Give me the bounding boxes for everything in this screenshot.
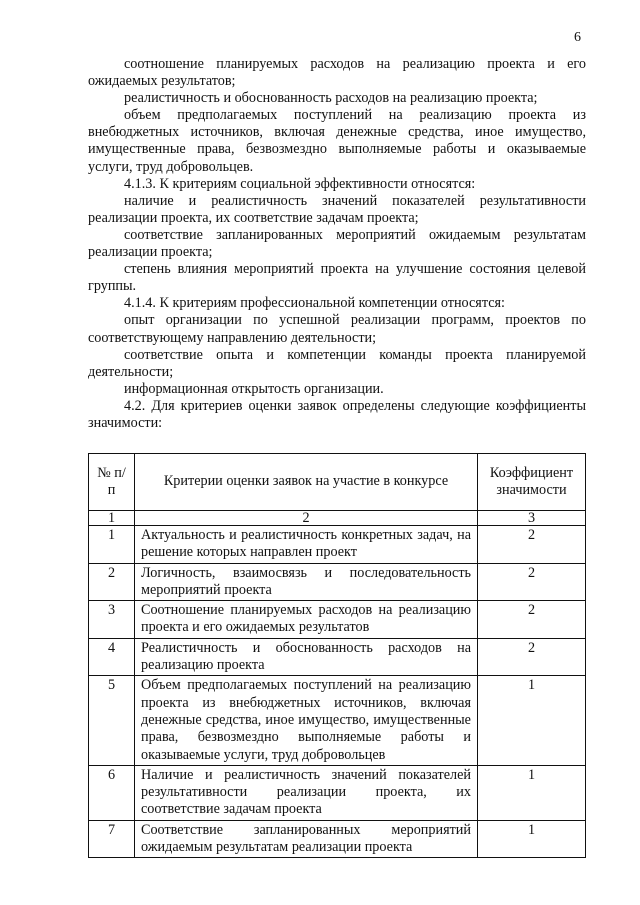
row-criterion: Актуальность и реалистичность конкретных задач, на решение которых направлен проект <box>135 526 478 564</box>
row-number: 6 <box>89 765 135 820</box>
row-coefficient: 1 <box>478 820 586 858</box>
row-criterion: Объем предполагаемых поступлений на реализацию проекта из внебюджетных источников, включая денежные средства, иное имущество, имущественные права, безвозмездно выполняемые работы и оказываемые услуги, труд добровольцев <box>135 676 478 765</box>
header-number: № п/п <box>89 454 135 511</box>
row-criterion: Реалистичность и обоснованность расходов на реализацию проекта <box>135 638 478 676</box>
paragraph: 4.1.3. К критериям социальной эффективности относятся: <box>124 175 476 192</box>
table-row <box>89 765 586 820</box>
index-cell: 2 <box>135 511 478 526</box>
paragraph: информационная открытость организации. <box>124 380 384 397</box>
paragraph: наличие и реалистичность значений показателей результативности реализации проекта, их соответствие задачам проекта; <box>88 192 586 226</box>
paragraph: 4.2. Для критериев оценки заявок определены следующие коэффициенты значимости: <box>88 397 586 431</box>
paragraph: опыт организации по успешной реализации программ, проектов по соответствующему направлению деятельности; <box>88 312 586 346</box>
paragraph: объем предполагаемых поступлений на реализацию проекта из внебюджетных источников, включая денежные средства, иное имущество, имущественные права, безвозмездно выполняемые работы и оказываемые услуги, труд добровольцев. <box>88 107 586 175</box>
row-coefficient: 1 <box>478 765 586 820</box>
table-row <box>89 601 586 639</box>
table-row <box>89 820 586 858</box>
row-criterion: Логичность, взаимосвязь и последовательность мероприятий проекта <box>135 563 478 601</box>
row-coefficient: 1 <box>478 676 586 765</box>
paragraph: соответствие запланированных мероприятий ожидаемым результатам реализации проекта; <box>88 226 586 261</box>
table-header-row <box>89 454 586 511</box>
row-number: 7 <box>89 820 135 858</box>
header-coefficient: Коэффициент значимости <box>478 454 586 511</box>
row-criterion: Соотношение планируемых расходов на реализацию проекта и его ожидаемых результатов <box>135 601 478 639</box>
body-text <box>88 56 586 432</box>
row-number: 4 <box>89 638 135 676</box>
row-coefficient: 2 <box>478 601 586 639</box>
index-cell: 1 <box>89 511 135 526</box>
table-row <box>89 638 586 676</box>
row-number: 1 <box>89 526 135 564</box>
paragraph: реалистичность и обоснованность расходов на реализацию проекта; <box>124 90 538 107</box>
page-number: 6 <box>574 30 581 45</box>
row-coefficient: 2 <box>478 563 586 601</box>
paragraph: 4.1.4. К критериям профессиональной компетенции относятся: <box>124 295 505 312</box>
row-number: 3 <box>89 601 135 639</box>
paragraph: соотношение планируемых расходов на реализацию проекта и его ожидаемых результатов; <box>88 56 586 90</box>
table-index-row <box>89 511 586 526</box>
row-criterion: Соответствие запланированных мероприятий ожидаемым результатам реализации проекта <box>135 820 478 858</box>
row-coefficient: 2 <box>478 526 586 564</box>
table-row <box>89 676 586 765</box>
header-criterion: Критерии оценки заявок на участие в конкурсе <box>135 454 478 511</box>
row-coefficient: 2 <box>478 638 586 676</box>
table-row <box>89 526 586 564</box>
paragraph: степень влияния мероприятий проекта на улучшение состояния целевой группы. <box>88 261 586 295</box>
row-number: 5 <box>89 676 135 765</box>
row-number: 2 <box>89 563 135 601</box>
paragraph: соответствие опыта и компетенции команды проекта планируемой деятельности; <box>88 346 586 380</box>
criteria-table <box>88 453 586 858</box>
index-cell: 3 <box>478 511 586 526</box>
table-row <box>89 563 586 601</box>
row-criterion: Наличие и реалистичность значений показателей результативности реализации проекта, их соответствие задачам проекта <box>135 765 478 820</box>
